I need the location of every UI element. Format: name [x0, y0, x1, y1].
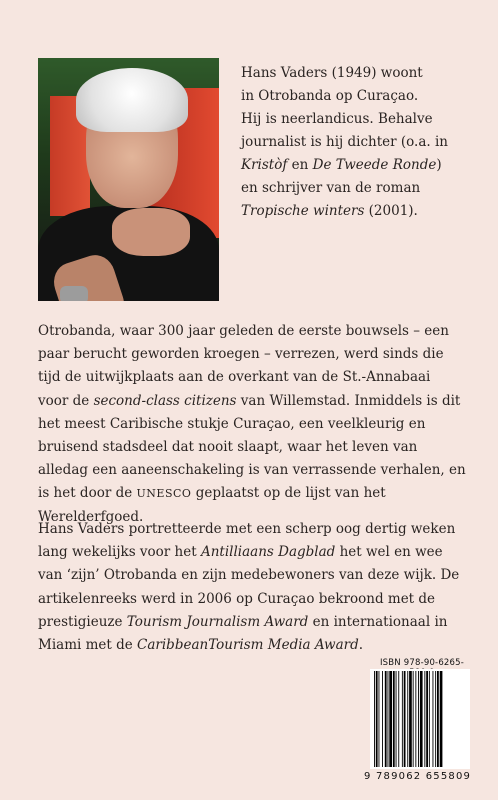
isbn-label: ISBN 978-90-6265-	[379, 658, 465, 668]
author-photo	[38, 58, 219, 301]
barcode-digits: 9 789062 655809	[364, 771, 472, 782]
barcode	[370, 669, 470, 769]
blurb-paragraph-1: Otrobanda, waar 300 jaar geleden de eerste bouwsels – een paar berucht geworden kroegen – verrezen, werd sinds die tijd de uitwijkplaats aan de overkant van de St.-Annabaai voor de second-class citizens van Willemstad. Inmiddels is dit het meest Caribische stukje Curaçao, een veelkleurig en bruisend stadsdeel dat nooit slaapt, waar het leven van alledag een aaneenschakeling is van verrassende verhalen, en is het door de UNESCO geplaatst op de lijst van het Werelderfgoed.	[38, 323, 466, 525]
blurb-paragraph-2: Hans Vaders portretteerde met een scherp oog dertig weken lang wekelijks voor het Antilliaans Dagblad het wel en wee van ‘zijn’ Otrobanda en zijn medebewoners van deze wijk. De artikelenreeks werd in 2006 op Curaçao bekroond met de prestigieuze Tourism Journalism Award en internationaal in Miami met de CaribbeanTourism Media Award.	[38, 521, 460, 654]
author-bio: Hans Vaders (1949) woont in Otrobanda op Curaçao. Hij is neerlandicus. Behalve journalist is hij dichter (o.a. in Kristòf en De Tweede Ronde) en schrijver van de roman Tropische winters (2001).	[241, 65, 448, 219]
